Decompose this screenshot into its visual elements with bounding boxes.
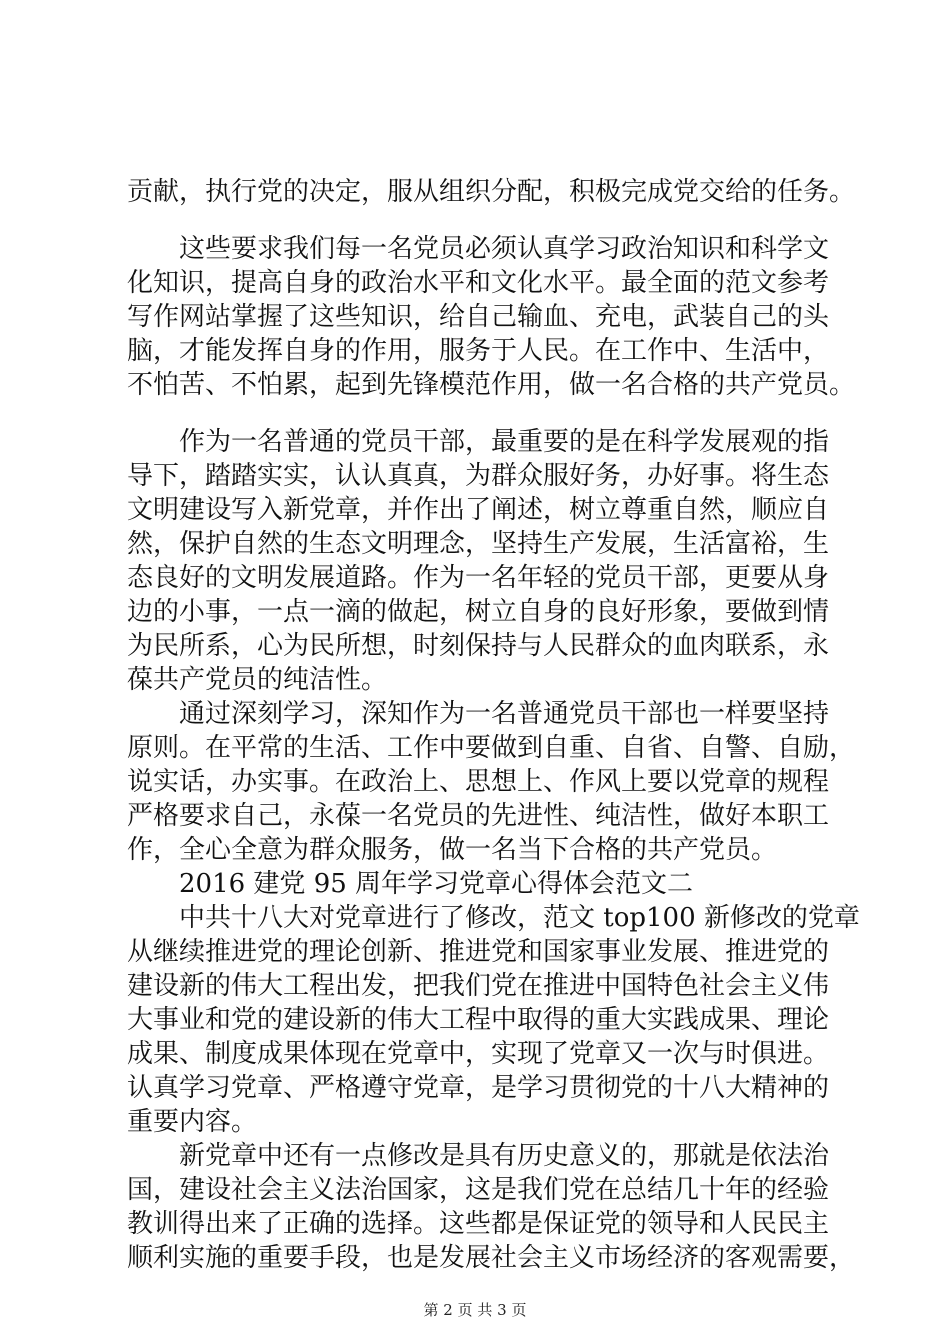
text-line: 教训得出来了正确的选择。这些都是保证党的领导和人民民主	[127, 1209, 830, 1239]
section-heading: 2016 建党 95 周年学习党章心得体会范文二	[127, 869, 694, 899]
text-line: 新党章中还有一点修改是具有历史意义的，那就是依法治	[127, 1141, 830, 1171]
text-line: 葆共产党员的纯洁性。	[127, 665, 388, 695]
text-line: 化知识，提高自身的政治水平和文化水平。最全面的范文参考	[127, 268, 830, 298]
text-line: 然，保护自然的生态文明理念，坚持生产发展，生活富裕，生	[127, 529, 830, 559]
text-line: 贡献，执行党的决定，服从组织分配，积极完成党交给的任务。	[127, 177, 856, 207]
text-line: 国，建设社会主义法治国家，这是我们党在总结几十年的经验	[127, 1175, 830, 1205]
text-line: 这些要求我们每一名党员必须认真学习政治知识和科学文	[127, 234, 830, 264]
text-line: 顺利实施的重要手段，也是发展社会主义市场经济的客观需要，	[127, 1243, 856, 1273]
text-line: 严格要求自己，永葆一名党员的先进性、纯洁性，做好本职工	[127, 801, 830, 831]
text-line: 成果、制度成果体现在党章中，实现了党章又一次与时俱进。	[127, 1039, 830, 1069]
text-line: 为民所系，心为民所想，时刻保持与人民群众的血肉联系，永	[127, 631, 830, 661]
text-line: 态良好的文明发展道路。作为一名年轻的党员干部，更要从身	[127, 563, 830, 593]
text-line: 中共十八大对党章进行了修改，范文 top100 新修改的党章	[127, 903, 860, 933]
text-line: 认真学习党章、严格遵守党章，是学习贯彻党的十八大精神的	[127, 1073, 830, 1103]
text-line: 大事业和党的建设新的伟大工程中取得的重大实践成果、理论	[127, 1005, 830, 1035]
text-line: 重要内容。	[127, 1107, 258, 1137]
text-line: 文明建设写入新党章，并作出了阐述，树立尊重自然，顺应自	[127, 495, 830, 525]
text-line: 从继续推进党的理论创新、推进党和国家事业发展、推进党的	[127, 937, 830, 967]
text-line: 不怕苦、不怕累，起到先锋模范作用，做一名合格的共产党员。	[127, 370, 856, 400]
text-line: 原则。在平常的生活、工作中要做到自重、自省、自警、自励，	[127, 733, 856, 763]
text-line: 说实话，办实事。在政治上、思想上、作风上要以党章的规程	[127, 767, 830, 797]
text-line: 边的小事，一点一滴的做起，树立自身的良好形象，要做到情	[127, 597, 830, 627]
text-line: 作，全心全意为群众服务，做一名当下合格的共产党员。	[127, 835, 778, 865]
text-line: 作为一名普通的党员干部，最重要的是在科学发展观的指	[127, 427, 830, 457]
text-line: 建设新的伟大工程出发，把我们党在推进中国特色社会主义伟	[127, 971, 830, 1001]
text-line: 通过深刻学习，深知作为一名普通党员干部也一样要坚持	[127, 699, 830, 729]
text-line: 脑，才能发挥自身的作用，服务于人民。在工作中、生活中，	[127, 336, 830, 366]
text-line: 写作网站掌握了这些知识，给自己输血、充电，武装自己的头	[127, 302, 830, 332]
page-number-footer: 第 2 页 共 3 页	[423, 1301, 527, 1319]
text-line: 导下，踏踏实实，认认真真，为群众服好务，办好事。将生态	[127, 461, 830, 491]
